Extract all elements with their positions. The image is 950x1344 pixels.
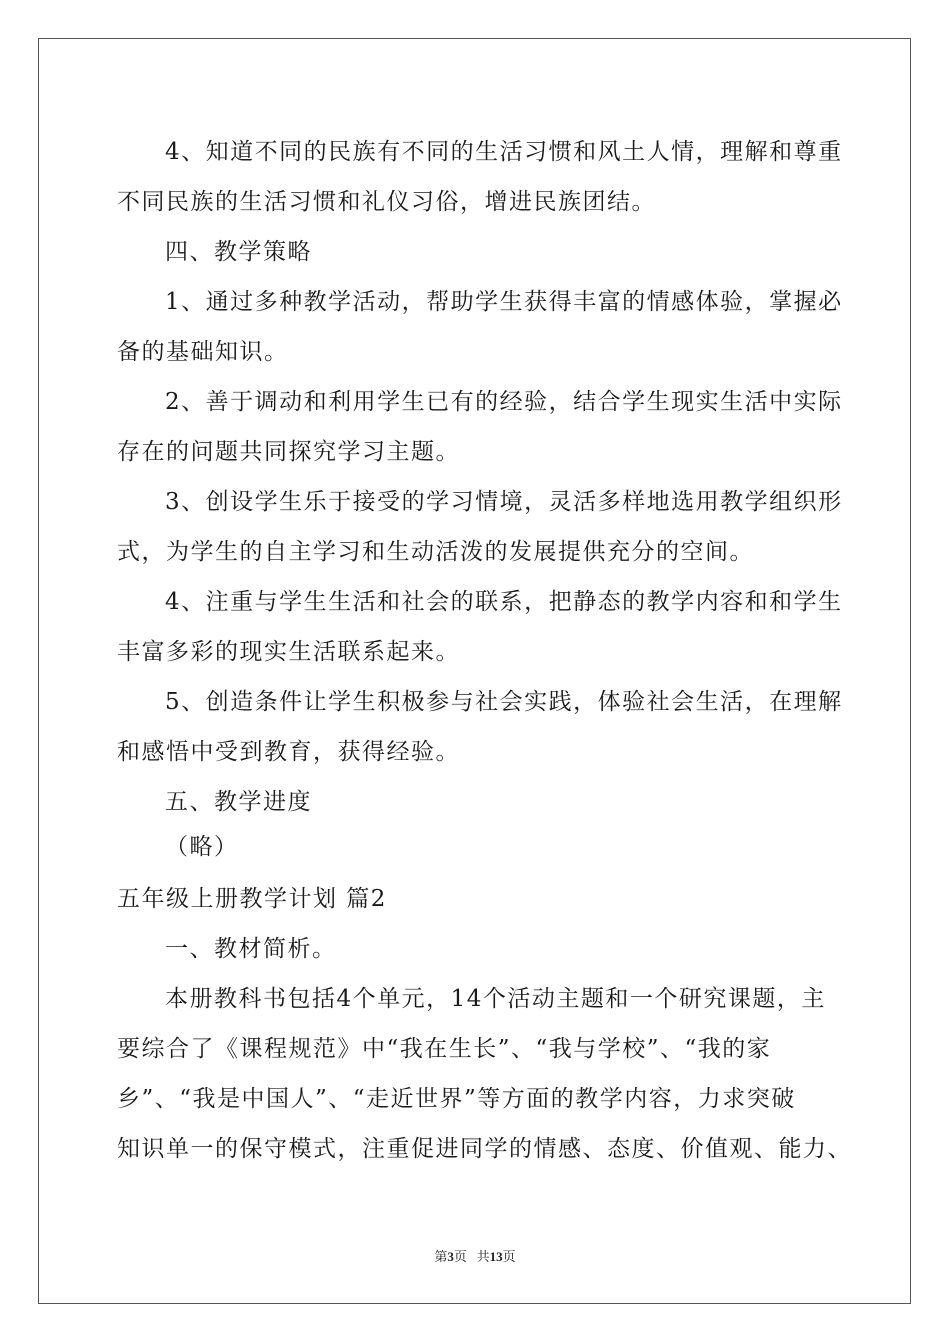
paragraph-line: 2、善于调动和利用学生已有的经验，结合学生现实生活中实际 xyxy=(165,389,843,415)
paragraph-line: 要综合了《课程规范》中“我在生长”、“我与学校”、“我的家 xyxy=(117,1036,772,1062)
page-prefix: 第 xyxy=(434,1249,448,1264)
paragraph-line: 本册教科书包括4个单元，14个活动主题和一个研究课题，主 xyxy=(165,986,826,1012)
paragraph-line: 和感悟中受到教育，获得经验。 xyxy=(117,739,460,765)
paragraph-line: 备的基础知识。 xyxy=(117,339,289,365)
paragraph-line: 式，为学生的自主学习和生动活泼的发展提供充分的空间。 xyxy=(117,539,754,565)
paragraph-line: 乡”、“我是中国人”、“走近世界”等方面的教学内容，力求突破 xyxy=(117,1086,796,1112)
paragraph-line: 5、创造条件让学生积极参与社会实践，体验社会生活，在理解 xyxy=(165,689,843,715)
paragraph-line: （略） xyxy=(165,834,239,860)
page-border xyxy=(38,38,911,1304)
total-prefix: 共 xyxy=(476,1249,490,1264)
total-pages: 13 xyxy=(489,1249,503,1264)
paragraph-line: 3、创设学生乐于接受的学习情境，灵活多样地选用教学组织形 xyxy=(165,489,843,515)
total-suffix: 页 xyxy=(502,1249,516,1264)
paragraph-line: 4、注重与学生生活和社会的联系，把静态的教学内容和和学生 xyxy=(165,589,843,615)
page-suffix: 页 xyxy=(453,1249,467,1264)
paragraph-line: 1、通过多种教学活动，帮助学生获得丰富的情感体验，掌握必 xyxy=(165,289,843,315)
section-heading: 五、教学进度 xyxy=(165,789,312,815)
paragraph-line: 丰富多彩的现实生活联系起来。 xyxy=(117,639,460,665)
page-footer xyxy=(0,1248,950,1266)
section-heading: 一、教材简析。 xyxy=(165,936,337,962)
paragraph-line: 不同民族的生活习惯和礼仪习俗，增进民族团结。 xyxy=(117,189,656,215)
section-heading: 四、教学策略 xyxy=(165,239,312,265)
paragraph-line: 存在的问题共同探究学习主题。 xyxy=(117,439,460,465)
paragraph-line: 4、知道不同的民族有不同的生活习惯和风土人情，理解和尊重 xyxy=(165,139,843,165)
paragraph-line: 知识单一的保守模式，注重促进同学的情感、态度、价值观、能力、 xyxy=(117,1136,852,1162)
document-title: 五年级上册教学计划 篇2 xyxy=(117,886,387,912)
page-number: 3 xyxy=(447,1249,454,1264)
